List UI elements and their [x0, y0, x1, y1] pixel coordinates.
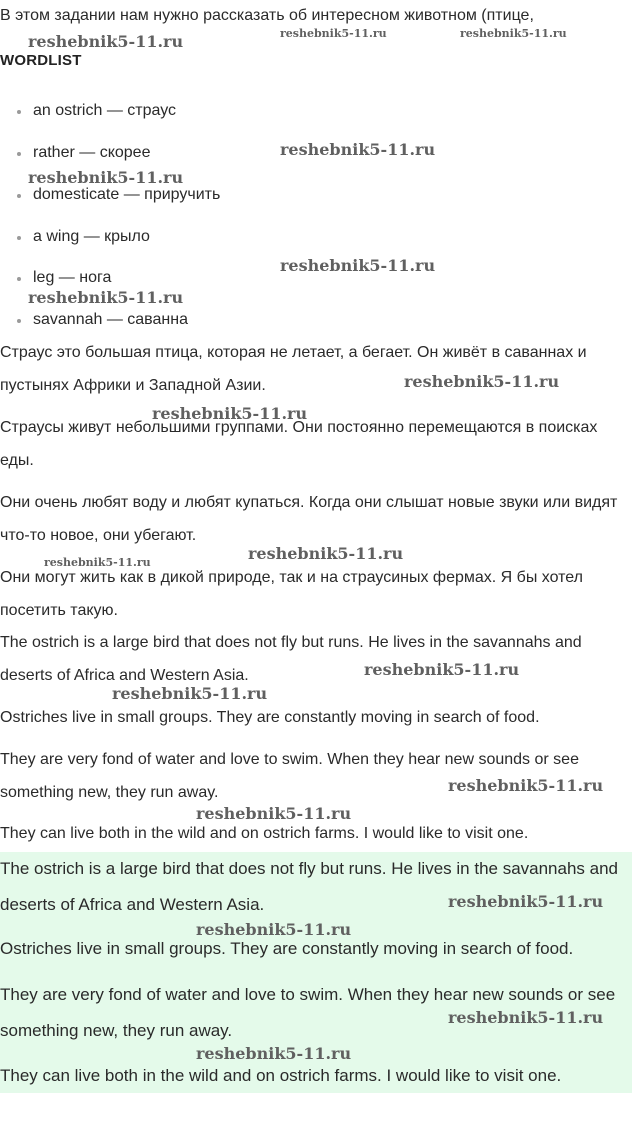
wordlist-title: WORDLIST — [0, 52, 82, 69]
wordlist-item: leg — нога — [33, 269, 112, 286]
wordlist-item: an ostrich — страус — [33, 102, 177, 119]
watermark: reshebnik5-11.ru — [280, 140, 436, 159]
watermark: reshebnik5-11.ru — [152, 404, 308, 423]
highlighted-translation-block — [0, 852, 632, 1093]
watermark: reshebnik5-11.ru — [44, 556, 151, 569]
watermark: reshebnik5-11.ru — [364, 660, 520, 679]
watermark: reshebnik5-11.ru — [196, 804, 352, 823]
english-paragraph: The ostrich is a large bird that does not fly but runs. He lives in the savannahs and deserts of Africa and Western Asia. — [0, 634, 582, 684]
highlighted-paragraph: The ostrich is a large bird that does not fly but runs. He lives in the savannahs and deserts of Africa and Western Asia. — [0, 859, 619, 914]
wordlist-item: rather — скорее — [33, 144, 151, 161]
watermark: reshebnik5-11.ru — [196, 920, 352, 939]
wordlist-item: domesticate — приручить — [33, 186, 221, 203]
watermark: reshebnik5-11.ru — [448, 776, 604, 795]
watermark: reshebnik5-11.ru — [280, 27, 387, 40]
highlighted-paragraph: They are very fond of water and love to swim. When they hear new sounds or see something new, they run away. — [0, 985, 616, 1040]
watermark: reshebnik5-11.ru — [196, 1044, 352, 1063]
wordlist-item: savannah — саванна — [33, 311, 188, 328]
watermark: reshebnik5-11.ru — [28, 168, 184, 187]
wordlist-item: a wing — крыло — [33, 228, 150, 245]
watermark: reshebnik5-11.ru — [404, 372, 560, 391]
watermark: reshebnik5-11.ru — [460, 27, 567, 40]
watermark: reshebnik5-11.ru — [112, 684, 268, 703]
russian-paragraph: Они очень любят воду и любят купаться. Когда они слышат новые звуки или видят что-то новое, они убегают. — [0, 494, 618, 544]
watermark: reshebnik5-11.ru — [448, 1008, 604, 1027]
english-paragraph: They are very fond of water and love to swim. When they hear new sounds or see something new, they run away. — [0, 751, 579, 801]
russian-paragraph: Страусы живут небольшими группами. Они постоянно перемещаются в поисках еды. — [0, 419, 598, 469]
watermark: reshebnik5-11.ru — [248, 544, 404, 563]
russian-paragraph: Страус это большая птица, которая не летает, а бегает. Он живёт в саваннах и пустынях Африки и Западной Азии. — [0, 344, 587, 394]
watermark: reshebnik5-11.ru — [28, 32, 184, 51]
watermark: reshebnik5-11.ru — [28, 288, 184, 307]
highlighted-paragraph: Ostriches live in small groups. They are constantly moving in search of food. — [0, 939, 574, 958]
english-paragraph: Ostriches live in small groups. They are constantly moving in search of food. — [0, 709, 540, 726]
intro-text: В этом задании нам нужно рассказать об интересном животном (птице, — [0, 7, 534, 24]
russian-paragraph: Они могут жить как в дикой природе, так и на страусиных фермах. Я бы хотел посетить такую. — [0, 569, 583, 619]
highlighted-paragraph: They can live both in the wild and on ostrich farms. I would like to visit one. — [0, 1066, 562, 1085]
english-paragraph: They can live both in the wild and on ostrich farms. I would like to visit one. — [0, 825, 529, 842]
watermark: reshebnik5-11.ru — [448, 892, 604, 911]
watermark: reshebnik5-11.ru — [280, 256, 436, 275]
